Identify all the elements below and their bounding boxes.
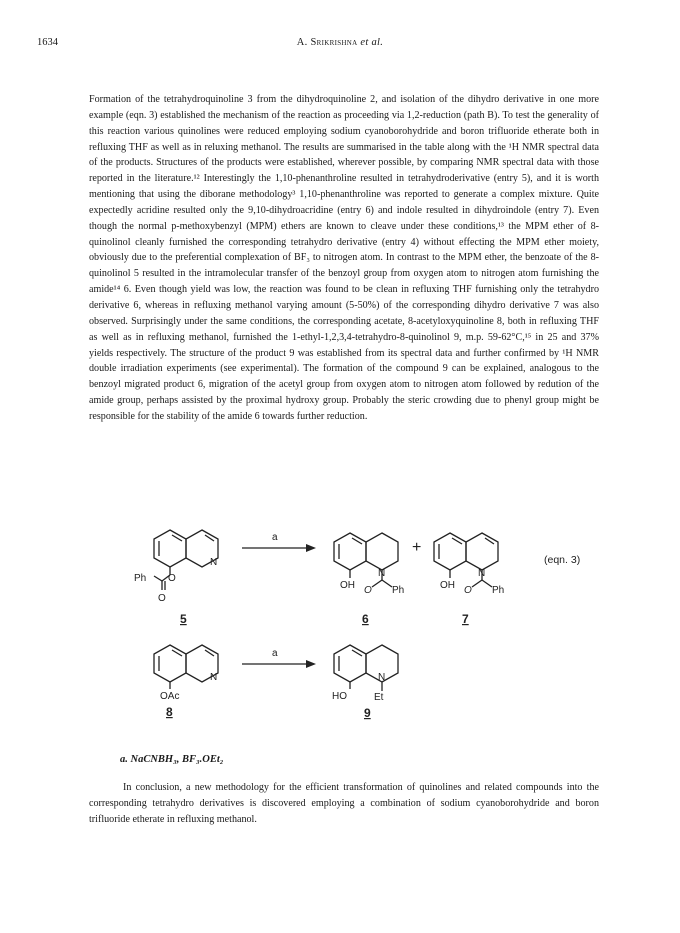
- equation-label: (eqn. 3): [544, 554, 581, 566]
- reaction-arrow-2-head: [306, 660, 316, 668]
- reagent-footnote: a. NaCNBH₃, BF₃.OEt₂: [120, 754, 224, 765]
- compound-9-et-label: Et: [374, 692, 384, 703]
- paragraph-1: Formation of the tetrahydroquinoline 3 from the dihydroquinoline 2, and isolation of the dihydro derivative in one more example (eqn. 3) established the mechanism of the reaction as proceeding via 1,2-reduction (path B). To test the generality of this reaction various quinolines were reduced employing sodium cyanoborohydride and boron trifluoride etherate both in refluxing THF as well as in reluxing methanol. The results are summarised in the table along with the ¹H NMR spectral data of the products. Structures of the products were established, wherever possible, by comparing NMR spectral data with those reported in the literature.¹² Interestingly the 1,10-phenanthroline resulted in tetrahydroderivative (entry 5), and it is worth mentioning that using the diborane methodology³ 1,10-phenanthroline was reported to generate a complex mixture. Quite expectedly acridine resulted only the 9,10-dihydroacridine (entry 6) and indole resulted in dihydroindole (entry 7). Even though the normal p-methoxybenzyl (MPM) ethers are known to cleave under these conditions,¹³ the MPM ether of 8-quinolinol cleanly furnished the corresponding tetrahydro derivative (entry 4) without effecting the MPM ether moiety, obviously due to the preferential complexation of BF₃ to nitrogen atom. In contrast to the MPM ether, the benzoate of the 8-quinolinol 5 resulted in the intramolecular transfer of the benzoyl group from oxygen atom to nitrogen atom furnishing the amide¹⁴ 6. Even though yield was low, the reaction was found to be clean in refluxing THF furnishing only the tetrahydro derivative 6, whereas in refluxing methanol varying amount (5-50%) of the corresponding dihydro derivative 7 was also observed. Surprisingly under the same conditions, the corresponding acetate, 8-acetyloxyquinoline 8, both in refluxing THF as well as in refluxing methanol, furnished the 1-ethyl-1,2,3,4-tetrahydro-8-quinolinol 9, m.p. 59-62°C,¹⁵ in 25 and 37% yields respectively. The structure of the product 9 was established from its spectral data and further confirmed by ¹H NMR double irradiation experiments (see experimental). The formation of the compound 9 can be explained, analogous to the benzoyl migrated product 6, migration of the acetyl group from oxygen atom to nitrogen atom followed by redution of the amide group, perhaps assisted by the proximal hydroxy group. Probably the steric crowding due to phenyl group might be responsible for the stability of the amide 6 towards further reduction.: [89, 94, 599, 422]
- compound-6-o-label: O: [364, 585, 372, 596]
- compound-5-structure: [154, 530, 218, 590]
- compound-5-o-label: O: [168, 573, 176, 584]
- reaction-arrow-1-label: a: [272, 532, 278, 543]
- compound-7-structure: [434, 533, 498, 587]
- compound-7-ph-label: Ph: [492, 585, 505, 596]
- page-number: 1634: [37, 37, 58, 48]
- compound-9-number: 9: [364, 706, 371, 720]
- compound-9-ho-label: HO: [332, 691, 347, 702]
- running-head-etal: et al.: [360, 37, 384, 48]
- compound-8-oac-label: OAc: [160, 691, 180, 702]
- compound-5-number: 5: [180, 612, 187, 626]
- compound-6-structure: [334, 533, 398, 587]
- compound-6-oh-label: OH: [340, 580, 355, 591]
- compound-7-oh-label: OH: [440, 580, 455, 591]
- compound-9-structure: [334, 645, 398, 691]
- running-head-author: A. Srikrishna: [296, 37, 358, 48]
- reaction-scheme: [110, 525, 630, 750]
- page-header: [0, 37, 680, 53]
- compound-9-n-label: N: [378, 672, 386, 683]
- compound-6-n-label: N: [378, 568, 386, 579]
- compound-8-n-label: N: [210, 672, 218, 683]
- compound-6-number: 6: [362, 612, 369, 626]
- reaction-arrow-2-label: a: [272, 648, 278, 659]
- reaction-scheme-svg: [110, 525, 630, 750]
- compound-7-number: 7: [462, 612, 469, 626]
- plus-sign: +: [412, 539, 422, 556]
- body-paragraph: [89, 92, 599, 425]
- compound-5-ph-label: Ph: [134, 573, 147, 584]
- compound-7-n-label: N: [478, 568, 486, 579]
- compound-8-structure: [154, 645, 218, 689]
- reaction-arrow-1-head: [306, 544, 316, 552]
- compound-5-carbonyl-o-label: O: [158, 593, 166, 604]
- running-head: [0, 37, 680, 48]
- conclusion-paragraph: [89, 780, 599, 828]
- conclusion-text: In conclusion, a new methodology for the efficient transformation of quinolines and related compounds into the corresponding tetrahydro derivatives is discovered employing a combination of sodium cyanoborohydride and boron trifluoride etherate in refluxing methanol.: [89, 782, 599, 825]
- compound-5-n-label: N: [210, 557, 218, 568]
- compound-7-o-label: O: [464, 585, 472, 596]
- compound-8-number: 8: [166, 705, 173, 719]
- compound-6-ph-label: Ph: [392, 585, 405, 596]
